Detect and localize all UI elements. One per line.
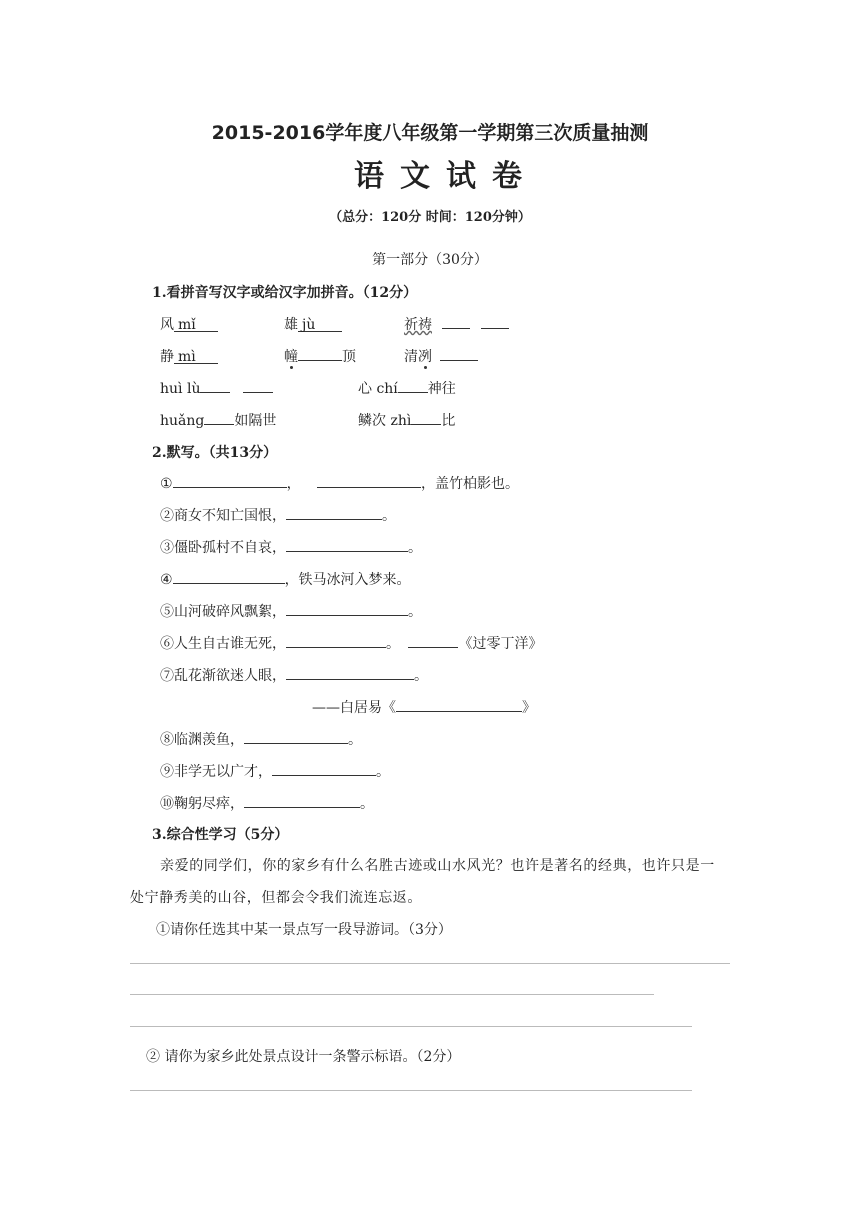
punctuation: 。: [408, 604, 422, 620]
line-text: ⑦乱花渐欲迷人眼，: [160, 668, 286, 684]
answer-blank[interactable]: [411, 410, 441, 425]
dictation-line-2: [160, 505, 396, 525]
punctuation: 。: [414, 668, 428, 684]
answer-blank[interactable]: [173, 473, 287, 488]
q3-subquestion-1: ①请你任选其中某一景点写一段导游词。（3分）: [156, 922, 452, 938]
q1-item-huilu: [160, 378, 273, 397]
q1-item-qinglie: [404, 346, 478, 366]
source-title: 《过零丁洋》: [458, 636, 543, 652]
line-text: ⑩鞠躬尽瘁，: [160, 796, 244, 812]
line-text: ⑧临渊羡鱼，: [160, 732, 244, 748]
dictation-line-1: [160, 473, 519, 493]
q1-item-jing: [160, 346, 218, 366]
q1-prefix: 心 chí: [358, 381, 398, 397]
punctuation: 。: [376, 764, 390, 780]
answer-blank[interactable]: [286, 537, 408, 552]
punctuation: 。: [360, 796, 374, 812]
q1-char: 风: [160, 317, 174, 333]
dictation-line-4: [160, 569, 411, 589]
line-text: ⑤山河破碎风飘絮，: [160, 604, 286, 620]
punctuation: 》: [522, 700, 536, 716]
pinyin: jù: [302, 317, 316, 333]
source-author: ——白居易《: [312, 700, 396, 716]
dictation-line-9: [160, 761, 390, 781]
line-text: ，铁马冰河入梦来。: [284, 572, 411, 588]
q1-prefix: 清: [404, 349, 418, 365]
q3-subquestion-2: ② 请你为家乡此处景点设计一条警示标语。（2分）: [146, 1049, 461, 1065]
line-text: ②商女不知亡国恨，: [160, 508, 286, 524]
answer-blank[interactable]: [200, 378, 230, 393]
dictation-line-7-source: [312, 697, 536, 717]
q1-char: 冽: [418, 349, 432, 365]
answer-blank[interactable]: [317, 473, 421, 488]
answer-blank[interactable]: [442, 314, 470, 329]
q1-char-after: 比: [441, 413, 456, 429]
dictation-line-10: [160, 793, 374, 813]
q1-heading: 1.看拼音写汉字或给汉字加拼音。（12分）: [152, 285, 418, 301]
q1-item-chi: [358, 378, 456, 398]
q1-item-chuang: [284, 346, 356, 366]
punctuation: 。: [348, 732, 362, 748]
q1-item-qidao: [404, 314, 509, 334]
pinyin: huì lù: [160, 381, 201, 397]
dictation-line-7: [160, 665, 428, 685]
q1-item-zhi: [358, 410, 455, 430]
q1-item-huang: [160, 410, 276, 430]
answer-blank[interactable]: [298, 317, 342, 332]
punctuation: 。: [382, 508, 396, 524]
answer-line[interactable]: [130, 1090, 692, 1091]
q1-word: 祈祷: [404, 317, 432, 333]
line-text: ，盖竹柏影也。: [421, 476, 520, 492]
pinyin: huǎng: [160, 413, 205, 429]
answer-blank[interactable]: [243, 378, 273, 393]
line-number: ④: [160, 572, 173, 588]
dictation-line-3: [160, 537, 422, 557]
line-number: ①: [160, 476, 173, 492]
answer-blank[interactable]: [286, 665, 414, 680]
answer-blank[interactable]: [204, 410, 234, 425]
answer-line[interactable]: [130, 963, 730, 964]
answer-blank[interactable]: [174, 317, 218, 332]
answer-blank[interactable]: [286, 633, 386, 648]
answer-blank[interactable]: [298, 346, 342, 361]
score-time-info: （总分：120分 时间：120分钟）: [329, 210, 531, 225]
answer-blank[interactable]: [173, 569, 285, 584]
answer-blank[interactable]: [244, 793, 360, 808]
q1-char: 幢: [284, 349, 298, 365]
dictation-line-6: [160, 633, 542, 653]
answer-blank[interactable]: [481, 314, 509, 329]
part-one-heading: 第一部分（30分）: [372, 252, 488, 268]
line-text: ⑥人生自古谁无死，: [160, 636, 286, 652]
q3-paragraph-line-1: 亲爱的同学们，你的家乡有什么名胜古迹或山水风光？也许是著名的经典，也许只是一: [160, 858, 715, 874]
answer-blank[interactable]: [408, 633, 458, 648]
answer-blank[interactable]: [174, 349, 218, 364]
q1-item-xiong: [284, 314, 342, 334]
q1-char-after: 神往: [427, 381, 456, 397]
answer-blank[interactable]: [272, 761, 376, 776]
q1-char-after: 如隔世: [234, 413, 277, 429]
pinyin: mǐ: [178, 317, 196, 333]
punctuation: 。: [386, 636, 400, 652]
q3-heading: 3.综合性学习（5分）: [152, 827, 289, 843]
line-text: ⑨非学无以广才，: [160, 764, 272, 780]
dictation-line-5: [160, 601, 422, 621]
exam-title: 2015-2016学年度八年级第一学期第三次质量抽测: [211, 122, 649, 144]
answer-blank[interactable]: [398, 378, 428, 393]
q1-prefix: 鳞次 zhì: [358, 413, 412, 429]
punctuation: 。: [408, 540, 422, 556]
punctuation: ，: [286, 476, 301, 492]
q1-char: 雄: [284, 317, 298, 333]
answer-blank[interactable]: [396, 697, 522, 712]
answer-blank[interactable]: [286, 505, 382, 520]
q1-item-feng: [160, 314, 218, 334]
answer-blank[interactable]: [244, 729, 348, 744]
answer-blank[interactable]: [286, 601, 408, 616]
dictation-line-8: [160, 729, 362, 749]
q3-paragraph-line-2: 处宁静秀美的山谷，但都会令我们流连忘返。: [130, 890, 422, 906]
q2-heading: 2.默写。（共13分）: [152, 445, 278, 461]
pinyin: mì: [178, 349, 196, 365]
q1-char: 静: [160, 349, 174, 365]
answer-line[interactable]: [130, 994, 654, 995]
answer-blank[interactable]: [440, 346, 478, 361]
answer-line[interactable]: [130, 1026, 692, 1027]
line-text: ③僵卧孤村不自哀，: [160, 540, 286, 556]
subject-title: 语文试卷: [354, 159, 538, 194]
q1-char-after: 顶: [342, 349, 356, 365]
